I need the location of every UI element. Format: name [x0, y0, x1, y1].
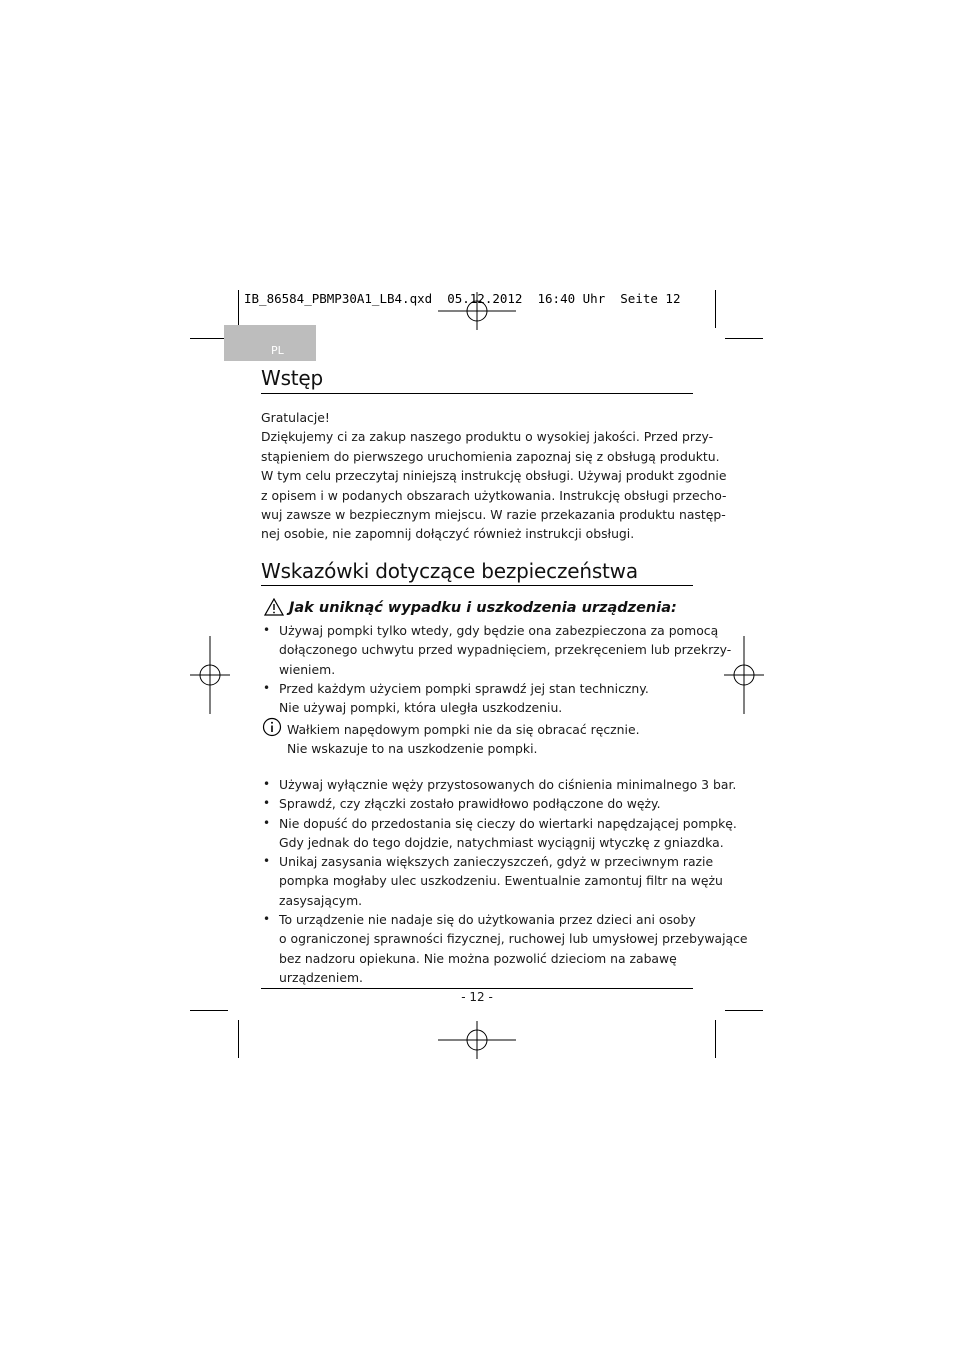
- intro-paragraph: Gratulacje! Dziękujemy ci za zakup naszego produktu o wysokiej jakości. Przed przy- stąpieniem do pierwszego uruchomienia zapoznaj się z obsługą produktu. W tym celu przeczytaj niniejszą instrukcję obsługi. Używaj produkt zgodnie z opisem i w podanych obszarach użytkowania. Instrukcję obsługi przecho- wuj zawsze w bezpiecznym miejscu. W razie przekazania produktu następ- nej osobie, nie zapomnij dołączyć również instrukcji obsługi.: [261, 410, 727, 542]
- list-item: Unikaj zasysania większych zanieczyszczeń, gdyż w przeciwnym razie pompka mogłaby ulec uszkodzeniu. Ewentualnie zamontuj filtr na wężu zasysającym.: [279, 854, 723, 908]
- registration-mark-bottom: [438, 1021, 516, 1059]
- bullet-marker: •: [263, 912, 271, 926]
- language-tab-label: PL: [271, 344, 284, 357]
- title-rule: [261, 585, 693, 586]
- section-title-safety: Wskazówki dotyczące bezpieczeństwa: [261, 559, 638, 583]
- footer-rule: [261, 988, 693, 989]
- info-note: Wałkiem napędowym pompki nie da się obracać ręcznie. Nie wskazuje to na uszkodzenie pompki.: [287, 722, 640, 756]
- warning-triangle-icon: [264, 598, 284, 616]
- list-item: Nie dopuść do przedostania się cieczy do wiertarki napędzającej pompkę. Gdy jednak do tego dojdzie, natychmiast wyciągnij wtyczkę z gniazdka.: [279, 816, 737, 851]
- bullet-marker: •: [263, 681, 271, 695]
- list-item: Używaj pompki tylko wtedy, gdy będzie ona zabezpieczona za pomocą dołączonego uchwytu przed wypadnięciem, przekręceniem lub przekrzy- wieniem.: [279, 623, 732, 677]
- bullet-marker: •: [263, 796, 271, 810]
- list-item: Sprawdź, czy złączki zostało prawidłowo podłączone do węży.: [279, 796, 661, 811]
- bullet-marker: •: [263, 777, 271, 791]
- bullet-marker: •: [263, 854, 271, 868]
- safety-subheading: Jak uniknąć wypadku i uszkodzenia urządzenia:: [289, 600, 677, 616]
- section-title-intro: Wstęp: [261, 366, 324, 390]
- list-item: To urządzenie nie nadaje się do użytkowania przez dzieci ani osoby o ograniczonej sprawności fizycznej, ruchowej lub umysłowej przebywające bez nadzoru opiekuna. Nie można pozwolić dzieciom na zabawę urządzeniem.: [279, 912, 748, 985]
- info-circle-icon: [262, 717, 282, 737]
- print-slug: IB_86584_PBMP30A1_LB4.qxd 05.12.2012 16:40 Uhr Seite 12: [244, 291, 681, 306]
- list-item: Przed każdym użyciem pompki sprawdź jej stan techniczny. Nie używaj pompki, która uległa uszkodzeniu.: [279, 681, 649, 716]
- page-number: - 12 -: [461, 990, 493, 1004]
- bullet-marker: •: [263, 816, 271, 830]
- bullet-marker: •: [263, 623, 271, 637]
- title-rule: [261, 393, 693, 394]
- language-tab: [224, 325, 316, 361]
- registration-mark-left: [190, 636, 230, 714]
- list-item: Używaj wyłącznie węży przystosowanych do ciśnienia minimalnego 3 bar.: [279, 777, 737, 792]
